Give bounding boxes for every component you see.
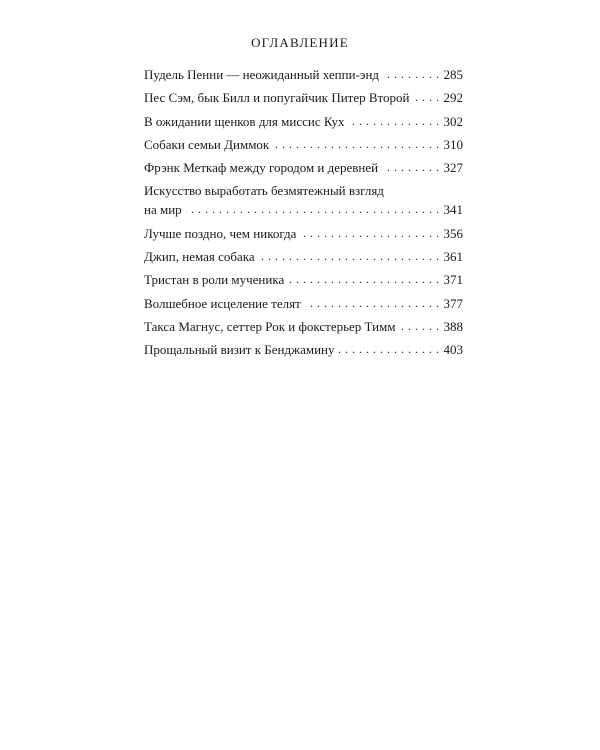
leader-dots xyxy=(349,112,440,131)
toc-entry-page: 377 xyxy=(443,295,463,311)
leader-dots xyxy=(288,270,439,289)
leader-dots xyxy=(338,340,439,359)
toc-entry-page: 302 xyxy=(443,113,463,129)
leader-dots xyxy=(414,88,440,107)
toc-entry-page: 361 xyxy=(443,249,463,265)
toc-entry-page: 292 xyxy=(443,90,463,106)
toc-entry xyxy=(144,181,463,220)
toc-entry-page: 310 xyxy=(443,136,463,152)
toc-entry-title: Пес Сэм, бык Билл и попугайчик Питер Второй xyxy=(144,90,410,106)
toc-entry xyxy=(144,158,463,178)
table-of-contents xyxy=(144,65,463,364)
leader-dots xyxy=(400,317,440,336)
toc-entry-title: Фрэнк Меткаф между городом и деревней xyxy=(144,160,379,176)
toc-entry-title: В ожидании щенков для миссис Кух xyxy=(144,113,345,129)
toc-entry-title: Прощальный визит к Бенджамину xyxy=(144,342,335,358)
leader-dots xyxy=(305,294,440,313)
leader-dots xyxy=(383,65,439,84)
toc-entry-title: Тристан в роли мученика xyxy=(144,272,285,288)
leader-dots xyxy=(300,224,439,243)
toc-entry-title: Джип, немая собака xyxy=(144,249,255,265)
leader-dots xyxy=(259,247,440,266)
toc-entry-page: 388 xyxy=(443,318,463,334)
leader-dots xyxy=(273,135,439,154)
toc-entry-title: на мир xyxy=(144,202,182,218)
toc-entry-page: 371 xyxy=(443,272,463,288)
toc-entry xyxy=(144,112,463,132)
toc-entry-page: 341 xyxy=(443,202,463,218)
toc-entry xyxy=(144,224,463,244)
toc-entry-title: Волшебное исцеление телят xyxy=(144,295,301,311)
leader-dots xyxy=(186,200,440,219)
toc-entry-title-line1: Искусство выработать безмятежный взгляд xyxy=(144,183,384,199)
toc-entry-page: 285 xyxy=(443,67,463,82)
toc-entry-title: Пудель Пенни — неожиданный хеппи-энд xyxy=(144,67,380,82)
toc-entry-page: 356 xyxy=(443,225,463,241)
toc-entry xyxy=(144,247,463,267)
toc-entry xyxy=(144,340,463,360)
toc-entry-page: 403 xyxy=(443,342,463,358)
toc-entry xyxy=(144,135,463,155)
toc-entry xyxy=(144,88,463,108)
toc-entry-title: Такса Магнус, сеттер Рок и фокстерьер Тимм xyxy=(144,318,396,334)
leader-dots xyxy=(382,158,439,177)
toc-entry xyxy=(144,294,463,314)
toc-heading: ОГЛАВЛЕНИЕ xyxy=(251,35,349,50)
toc-entry-title: Собаки семьи Диммок xyxy=(144,136,270,152)
toc-entry xyxy=(144,65,463,85)
toc-entry xyxy=(144,317,463,337)
toc-entry-title: Лучше поздно, чем никогда xyxy=(144,225,297,241)
toc-entry xyxy=(144,270,463,290)
toc-entry-page: 327 xyxy=(443,160,463,176)
